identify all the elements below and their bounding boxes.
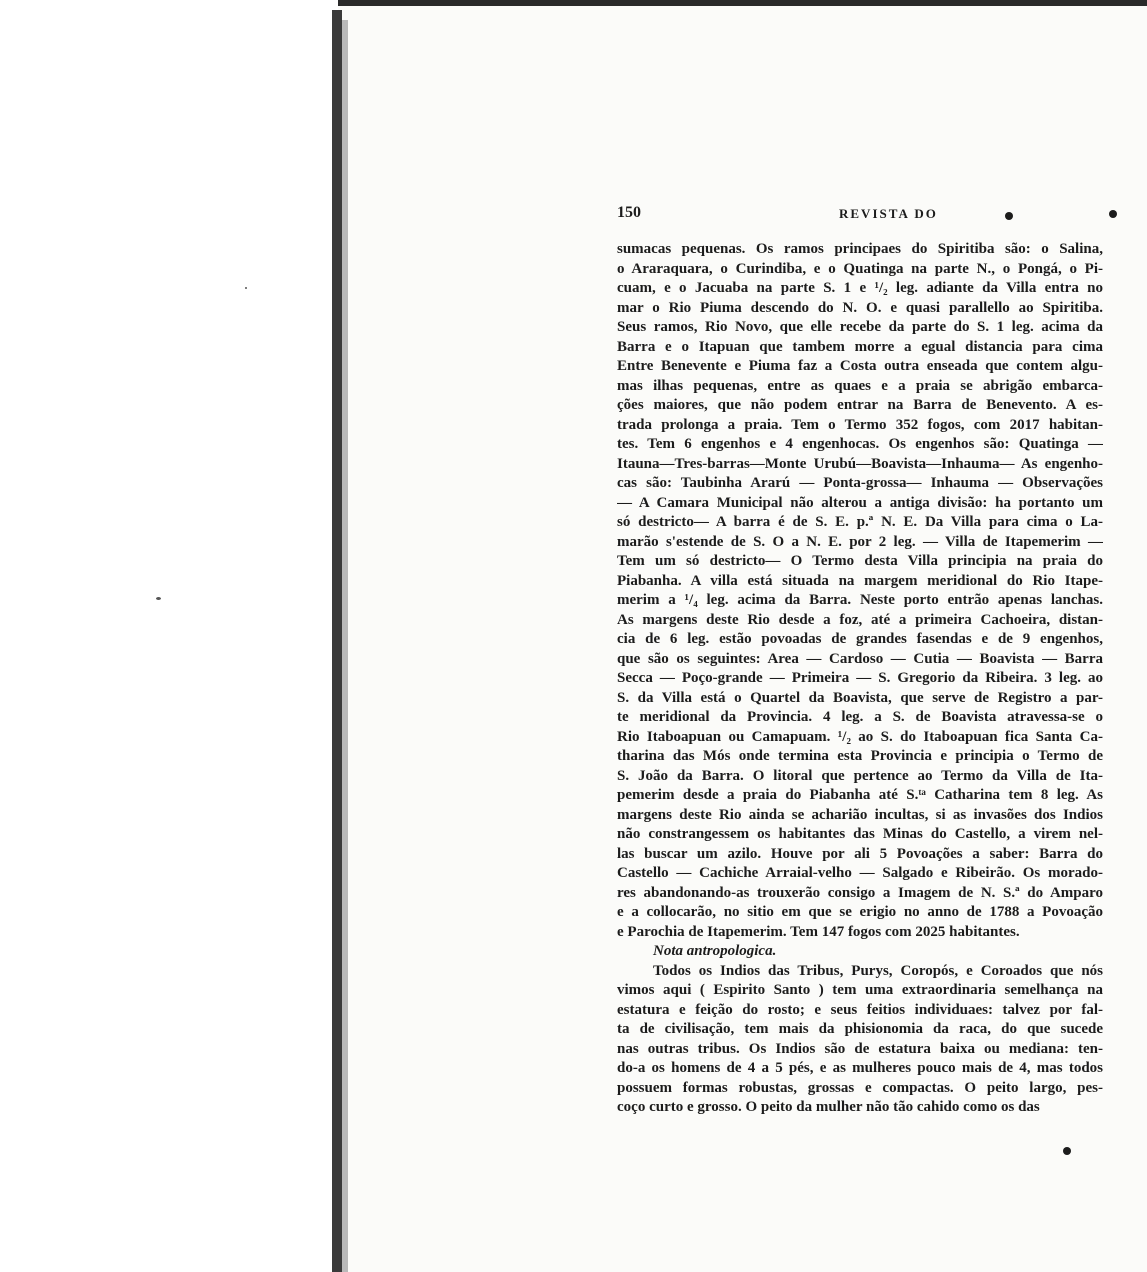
page-number: 150	[617, 204, 641, 221]
blank-facing-page	[0, 0, 338, 1272]
note-heading: Nota antropologica.	[653, 943, 777, 959]
text-line: Seus ramos, Rio Novo, que elle recebe da parte do S. 1 leg. acima da	[617, 319, 1103, 335]
text-line: marão s'estende de S. O a N. E. por 2 leg. — Villa de Itapemerim —	[617, 533, 1103, 550]
text-line: las buscar um azilo. Houve por ali 5 Povoações a saber: Barra do	[617, 845, 1103, 862]
page-binding-shadow	[342, 20, 348, 1272]
text-line: possuem formas robustas, grossas e compactas. O peito largo, pes-	[617, 1079, 1103, 1096]
text-line: ta de civilisação, tem mais da phisionomia da raca, do que sucede	[617, 1021, 1103, 1037]
text-line: nas outras tribus. Os Indios são de estatura baixa ou mediana: ten-	[617, 1040, 1103, 1057]
text-line: tes. Tem 6 engenhos e 4 engenhocas. Os engenhos são: Quatinga —	[617, 436, 1103, 452]
text-line: pemerim desde a praia do Piabanha até S.ᵗᵃ Catharina tem 8 leg. As	[617, 787, 1103, 803]
note-paragraph	[617, 962, 1103, 1118]
text-line: Secca — Poço-grande — Primeira — S. Gregorio da Ribeira. 3 leg. ao	[617, 670, 1103, 686]
text-line: Itauna—Tres-barras—Monte Urubú—Boavista—Inhauma— As engenho-	[617, 455, 1103, 472]
text-line: trada prolonga a praia. Tem o Termo 352 fogos, com 2017 habitan-	[617, 416, 1103, 433]
scan-speck	[245, 287, 247, 289]
text-line: só destricto— A barra é de S. E. p.ª N. E. Da Villa para cima o La-	[617, 514, 1103, 530]
text-line: cas são: Taubinha Ararú — Ponta-grossa— Inhauma — Observações	[617, 475, 1103, 491]
scan-speck	[156, 597, 161, 600]
text-line: mas ilhas pequenas, entre as quaes e a praia se abrigão embarca-	[617, 377, 1103, 394]
text-line: coço curto e grosso. O peito da mulher não tão cahido como os das	[617, 1099, 1040, 1115]
text-line: do-a os homens de 4 a 5 pés, e as mulheres pouco mais de 4, mas todos	[617, 1060, 1103, 1076]
text-line: e a collocarão, no sitio em que se erigio no anno de 1788 a Povoação	[617, 904, 1103, 920]
text-line: Castello — Cachiche Arraial-velho — Salgado e Ribeirão. Os morado-	[617, 865, 1103, 881]
text-line: Barra e o Itapuan que tambem morre a egual distancia para cima	[617, 338, 1103, 355]
text-line: Piabanha. A villa está situada na margem meridional do Rio Itape-	[617, 572, 1103, 589]
page-top-edge	[338, 0, 1147, 6]
running-head: REVISTA DO	[839, 206, 938, 221]
page-binding-edge	[332, 10, 342, 1272]
text-line: margens deste Rio ainda se acharião incultas, si as invasões dos Indios	[617, 806, 1103, 823]
text-line: merim a ¹/₄ leg. acima da Barra. Neste porto entrão apenas lanchas.	[617, 592, 1103, 608]
text-line: o Araraquara, o Curindiba, e o Quatinga na parte N., o Pongá, o Pi-	[617, 260, 1103, 277]
text-line: ções maiores, que não podem entrar na Barra de Benevento. A es-	[617, 397, 1103, 413]
ornament-dot	[1063, 1147, 1071, 1155]
body-text	[617, 240, 1103, 1118]
text-line: mar o Rio Piuma descendo do N. O. e quasi parallello ao Spiritiba.	[617, 299, 1103, 316]
text-line: — A Camara Municipal não alterou a antiga divisão: ha portanto um	[617, 494, 1103, 511]
text-line: não constrangessem os habitantes das Minas do Castello, a virem nel-	[617, 826, 1103, 842]
text-line: te meridional da Provincia. 4 leg. a S. de Boavista atravessa-se o	[617, 709, 1103, 725]
text-line: estatura e feição do rosto; e seus feitios individuaes: talvez por fal-	[617, 1001, 1103, 1018]
ornament-dot	[1109, 210, 1117, 218]
text-line: S. João da Barra. O litoral que pertence ao Termo da Villa de Ita-	[617, 767, 1103, 784]
text-line: As margens deste Rio desde a foz, até a primeira Cachoeira, distan-	[617, 611, 1103, 628]
page-header	[617, 204, 1123, 226]
text-line: Rio Itaboapuan ou Camapuam. ¹/₂ ao S. do Itaboapuan fica Santa Ca-	[617, 728, 1103, 745]
text-line: e Parochia de Itapemerim. Tem 147 fogos com 2025 habitantes.	[617, 923, 1020, 940]
text-line: cia de 6 leg. estão povoadas de grandes fasendas e de 9 engenhos,	[617, 631, 1103, 647]
text-line: sumacas pequenas. Os ramos principaes do Spiritiba são: o Salina,	[617, 241, 1103, 257]
text-line: Entre Benevente e Piuma faz a Costa outra enseada que contem algu-	[617, 358, 1103, 374]
text-line: Tem um só destricto— O Termo desta Villa principia na praia do	[617, 553, 1103, 569]
text-line: tharina das Mós onde termina esta Provincia e principia o Termo de	[617, 748, 1103, 764]
text-line: res abandonando-as trouxerão consigo a Imagem de N. S.ª do Amparo	[617, 884, 1103, 901]
text-line: cuam, e o Jacuaba na parte S. 1 e ¹/₂ leg. adiante da Villa entra no	[617, 280, 1103, 296]
ornament-dot	[1005, 212, 1013, 220]
text-line: S. da Villa está o Quartel da Boavista, que serve de Registro a par-	[617, 689, 1103, 706]
text-line: vimos aqui ( Espirito Santo ) tem uma extraordinaria semelhança na	[617, 982, 1103, 998]
text-line: Todos os Indios das Tribus, Purys, Coropós, e Coroados que nós	[653, 962, 1103, 979]
text-line: que são os seguintes: Area — Cardoso — Cutia — Boavista — Barra	[617, 650, 1103, 667]
body-paragraph	[617, 240, 1103, 942]
